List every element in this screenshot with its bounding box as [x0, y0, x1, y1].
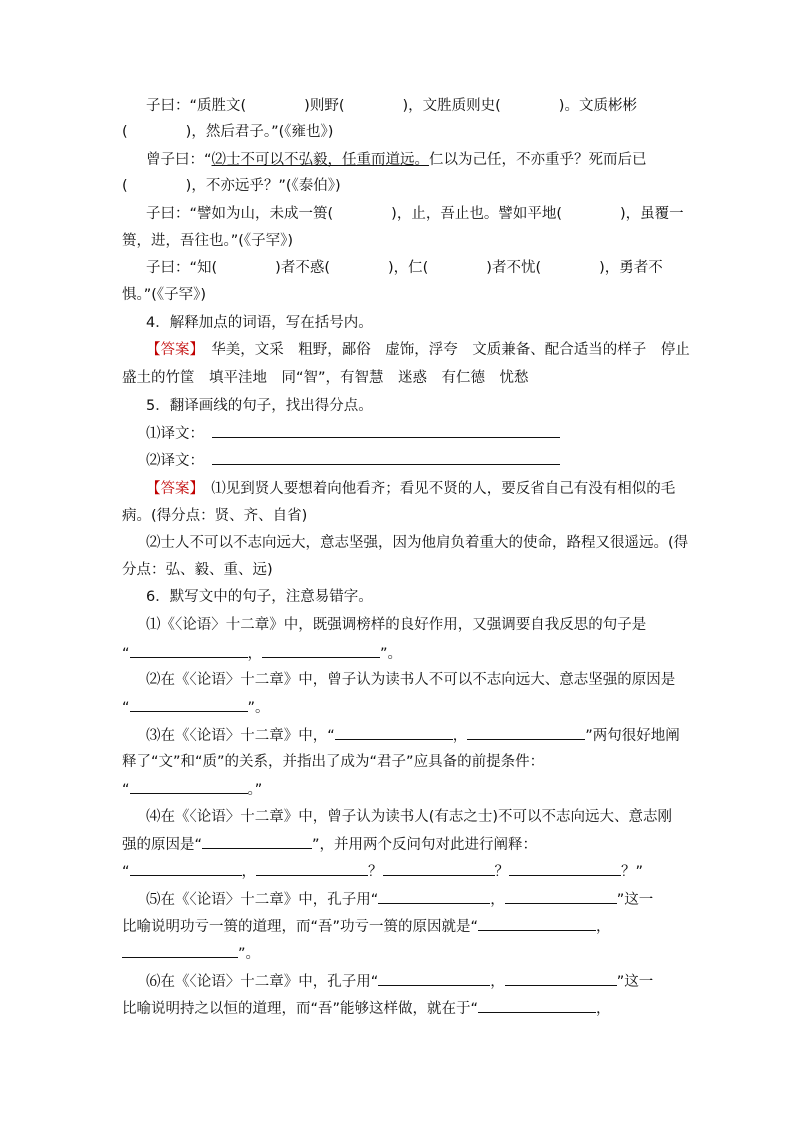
translation-2-blank[interactable]: [212, 464, 560, 465]
passage-line: 子曰：“质胜文( )则野( )，文胜质则史( )。文质彬彬: [146, 98, 637, 114]
recite-6-line: [122, 998, 682, 1019]
quote-mark: 。”: [247, 782, 263, 798]
passage-line: ( )，不亦远乎？”(《泰伯》): [122, 178, 341, 194]
recite-text: ”两句很好地阐: [585, 728, 680, 744]
translation-2-label: ⑵译文：: [146, 453, 204, 469]
recite-text: 强的原因是“: [122, 837, 203, 853]
recite-6-line: [146, 971, 682, 992]
recite-text: ”这一: [616, 892, 654, 908]
recite-5-line: [146, 889, 682, 910]
recite-4-line: [122, 861, 682, 882]
quote-mark: ？”: [621, 864, 644, 880]
translation-1-label: ⑴译文：: [146, 426, 204, 442]
recite-3-blank-c[interactable]: [130, 779, 248, 794]
recite-5-blank-a[interactable]: [378, 889, 490, 904]
underlined-sentence-2: ⑵士不可以不弘毅，任重而道远。: [211, 152, 430, 168]
question-5-answer: [146, 479, 682, 499]
question-6-prompt: 6．默写文中的句子，注意易错字。: [146, 589, 373, 605]
passage-line: 子曰：“知( )者不惑( )，仁( )者不忧( )，勇者不: [146, 260, 663, 276]
answer-text: 华美，文采 粗野，鄙俗 虚饰，浮夸 文质兼备、配合适当的样子 停止: [196, 342, 690, 358]
recite-1-line: [122, 643, 682, 664]
recite-6-blank-b[interactable]: [505, 971, 617, 986]
question-5-prompt: 5．翻译画线的句子，找出得分点。: [146, 398, 373, 414]
recite-2-line: ⑵在《〈论语〉十二章》中，曾子认为读书人不可以不志向远大、意志坚强的原因是: [146, 672, 676, 688]
recite-1-line: ⑴《〈论语〉十二章》中，既强调榜样的良好作用，又强调要自我反思的句子是: [146, 617, 647, 633]
recite-text: ⑹在《〈论语〉十二章》中，孔子用“: [146, 974, 379, 990]
recite-5-line: [122, 916, 682, 937]
passage-line: [146, 150, 682, 170]
comma: ，: [596, 919, 611, 935]
recite-text: ”这一: [616, 974, 654, 990]
answer-tag: 【答案】: [146, 342, 197, 358]
recite-4-blank-b[interactable]: [130, 861, 242, 876]
question-5-answer: ⑵士人不可以不志向远大，意志坚强，因为他肩负着重大的使命，路程又很遥远。(得: [146, 535, 689, 551]
recite-5-blank-c[interactable]: [478, 916, 596, 931]
recite-text: ⑶在《〈论语〉十二章》中，“: [146, 728, 335, 744]
recite-3-line: 释了“文”和“质”的关系，并指出了成为“君子”应具备的前提条件：: [122, 754, 545, 770]
recite-2-line: [122, 697, 682, 718]
recite-1-blank-b[interactable]: [262, 643, 380, 658]
question-4-prompt: 4．解释加点的词语，写在括号内。: [146, 315, 373, 331]
recite-1-blank-a[interactable]: [130, 643, 248, 658]
quote-mark: “: [122, 782, 130, 798]
recite-text: 比喻说明持之以恒的道理，而“吾”能够这样做，就在于“: [122, 1001, 479, 1017]
recite-text: ⑸在《〈论语〉十二章》中，孔子用“: [146, 892, 379, 908]
recite-text: ”，并用两个反问句对此进行阐释：: [312, 837, 538, 853]
passage-text: 曾子曰：“: [146, 152, 212, 168]
passage-line: 篑，进，吾往也。”(《子罕》): [122, 233, 294, 249]
recite-4-blank-d[interactable]: [383, 861, 495, 876]
recite-4-blank-c[interactable]: [256, 861, 368, 876]
quote-mark: ”。: [247, 700, 270, 716]
passage-text: 仁以为己任，不亦重乎？死而后已: [429, 152, 647, 168]
quote-mark: “: [122, 646, 130, 662]
recite-text: 比喻说明功亏一篑的道理，而“吾”功亏一篑的原因就是“: [122, 919, 479, 935]
question-5-answer: 分点：弘、毅、重、远): [122, 562, 273, 578]
recite-5-blank-b[interactable]: [505, 889, 617, 904]
recite-4-line: ⑷在《〈论语〉十二章》中，曾子认为读书人(有志之士)不可以不志向远大、意志刚: [146, 809, 673, 825]
recite-4-blank-a[interactable]: [202, 834, 312, 849]
question-4-answer: [146, 340, 690, 360]
quote-mark: “: [122, 700, 130, 716]
comma: ？: [494, 864, 510, 880]
comma: ，: [452, 728, 468, 744]
quote-mark: ”。: [380, 646, 403, 662]
recite-5-line: [122, 943, 682, 964]
question-mark: ？: [368, 864, 383, 880]
comma: ，: [490, 892, 505, 908]
quote-mark: ”。: [238, 946, 261, 962]
translation-1-blank[interactable]: [212, 437, 560, 438]
quote-mark: “: [122, 864, 130, 880]
passage-line: ( )，然后君子。”(《雍也》): [122, 124, 334, 140]
passage-line: 惧。”(《子罕》): [122, 287, 207, 303]
comma: ，: [247, 646, 263, 662]
recite-3-line: [146, 725, 682, 746]
recite-2-blank[interactable]: [130, 697, 248, 712]
comma: ，: [241, 864, 257, 880]
recite-4-line: [122, 834, 682, 855]
recite-5-blank-d[interactable]: [122, 943, 238, 958]
comma: ，: [490, 974, 505, 990]
recite-4-blank-e[interactable]: [509, 861, 621, 876]
passage-line: 子曰：“譬如为山，未成一篑( )，止，吾止也。譬如平地( )，虽覆一: [146, 206, 684, 222]
recite-6-blank-a[interactable]: [378, 971, 490, 986]
comma: ，: [596, 1001, 611, 1017]
answer-text: ⑴见到贤人要想着向他看齐；看见不贤的人，要反省自己有没有相似的毛: [196, 481, 676, 497]
recite-6-blank-c[interactable]: [478, 998, 596, 1013]
question-5-answer: 病。(得分点：贤、齐、自省): [122, 508, 308, 524]
recite-3-line: [122, 779, 682, 800]
question-4-answer: 盛土的竹筐 填平洼地 同“智”，有智慧 迷惑 有仁德 忧愁: [122, 370, 529, 386]
recite-3-blank-b[interactable]: [467, 725, 585, 740]
recite-3-blank-a[interactable]: [335, 725, 453, 740]
answer-tag: 【答案】: [146, 481, 197, 497]
